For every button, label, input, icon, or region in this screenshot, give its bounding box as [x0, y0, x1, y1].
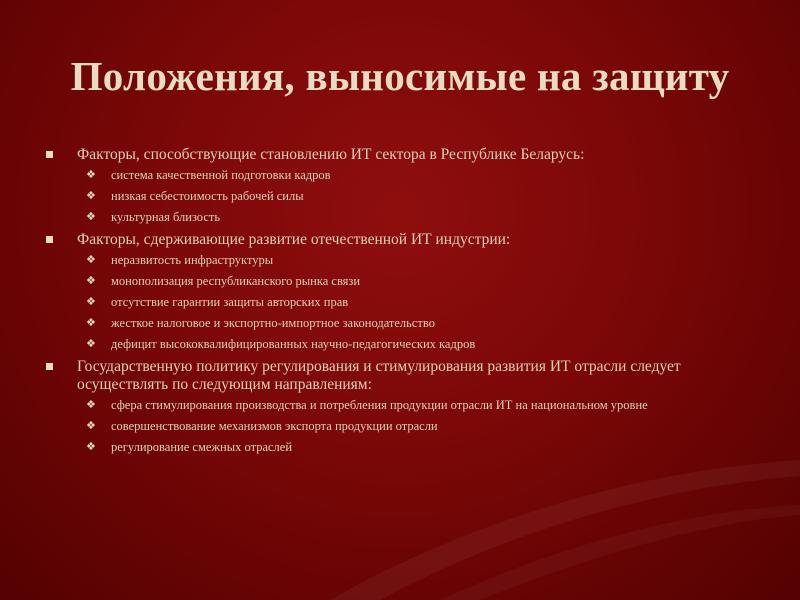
list-item: ❖ сфера стимулирования производства и потребления продукции отрасли ИТ на национальном уровне [86, 398, 648, 412]
list-item: ❖ отсутствие гарантии защиты авторских прав [86, 295, 349, 309]
diamond-bullet-icon: ❖ [86, 317, 96, 329]
list-item: ❖ монополизация республиканского рынка связи [86, 274, 361, 288]
list-item: ❖ культурная близость [86, 210, 221, 224]
square-bullet-icon [46, 151, 53, 158]
section-factors-constraint [46, 231, 756, 249]
diamond-bullet-icon: ❖ [86, 296, 96, 308]
diamond-bullet-icon: ❖ [86, 169, 96, 181]
section-factors-support [46, 146, 756, 164]
section-state-policy [46, 358, 756, 394]
list-item: ❖ низкая себестоимость рабочей силы [86, 189, 304, 203]
square-bullet-icon [46, 363, 53, 370]
bullet-list [46, 146, 756, 461]
list-item: ❖ система качественной подготовки кадров [86, 168, 331, 182]
section-heading: Государственную политику регулирования и стимулирования развития ИТ отрасли следует осуществлять по следующим направлениям: [77, 358, 681, 393]
diamond-bullet-icon: ❖ [86, 190, 96, 202]
diamond-bullet-icon: ❖ [86, 399, 96, 411]
diamond-bullet-icon: ❖ [86, 338, 96, 350]
list-item: ❖ дефицит высококвалифицированных научно-педагогических кадров [86, 337, 476, 351]
list-item: ❖ неразвитость инфраструктуры [86, 253, 274, 267]
list-item: ❖ совершенствование механизмов экспорта продукции отрасли [86, 419, 438, 433]
diamond-bullet-icon: ❖ [86, 211, 96, 223]
list-item: ❖ жесткое налоговое и экспортно-импортное законодательство [86, 316, 435, 330]
section-heading: Факторы, сдерживающие развитие отечественной ИТ индустрии: [77, 231, 511, 248]
section-heading: Факторы, способствующие становлению ИТ сектора в Республике Беларусь: [77, 146, 585, 163]
diamond-bullet-icon: ❖ [86, 441, 96, 453]
diamond-bullet-icon: ❖ [86, 420, 96, 432]
square-bullet-icon [46, 236, 53, 243]
list-item: ❖ регулирование смежных отраслей [86, 440, 293, 454]
diamond-bullet-icon: ❖ [86, 275, 96, 287]
slide-title: Положения, выносимые на защиту [70, 53, 730, 99]
diamond-bullet-icon: ❖ [86, 254, 96, 266]
